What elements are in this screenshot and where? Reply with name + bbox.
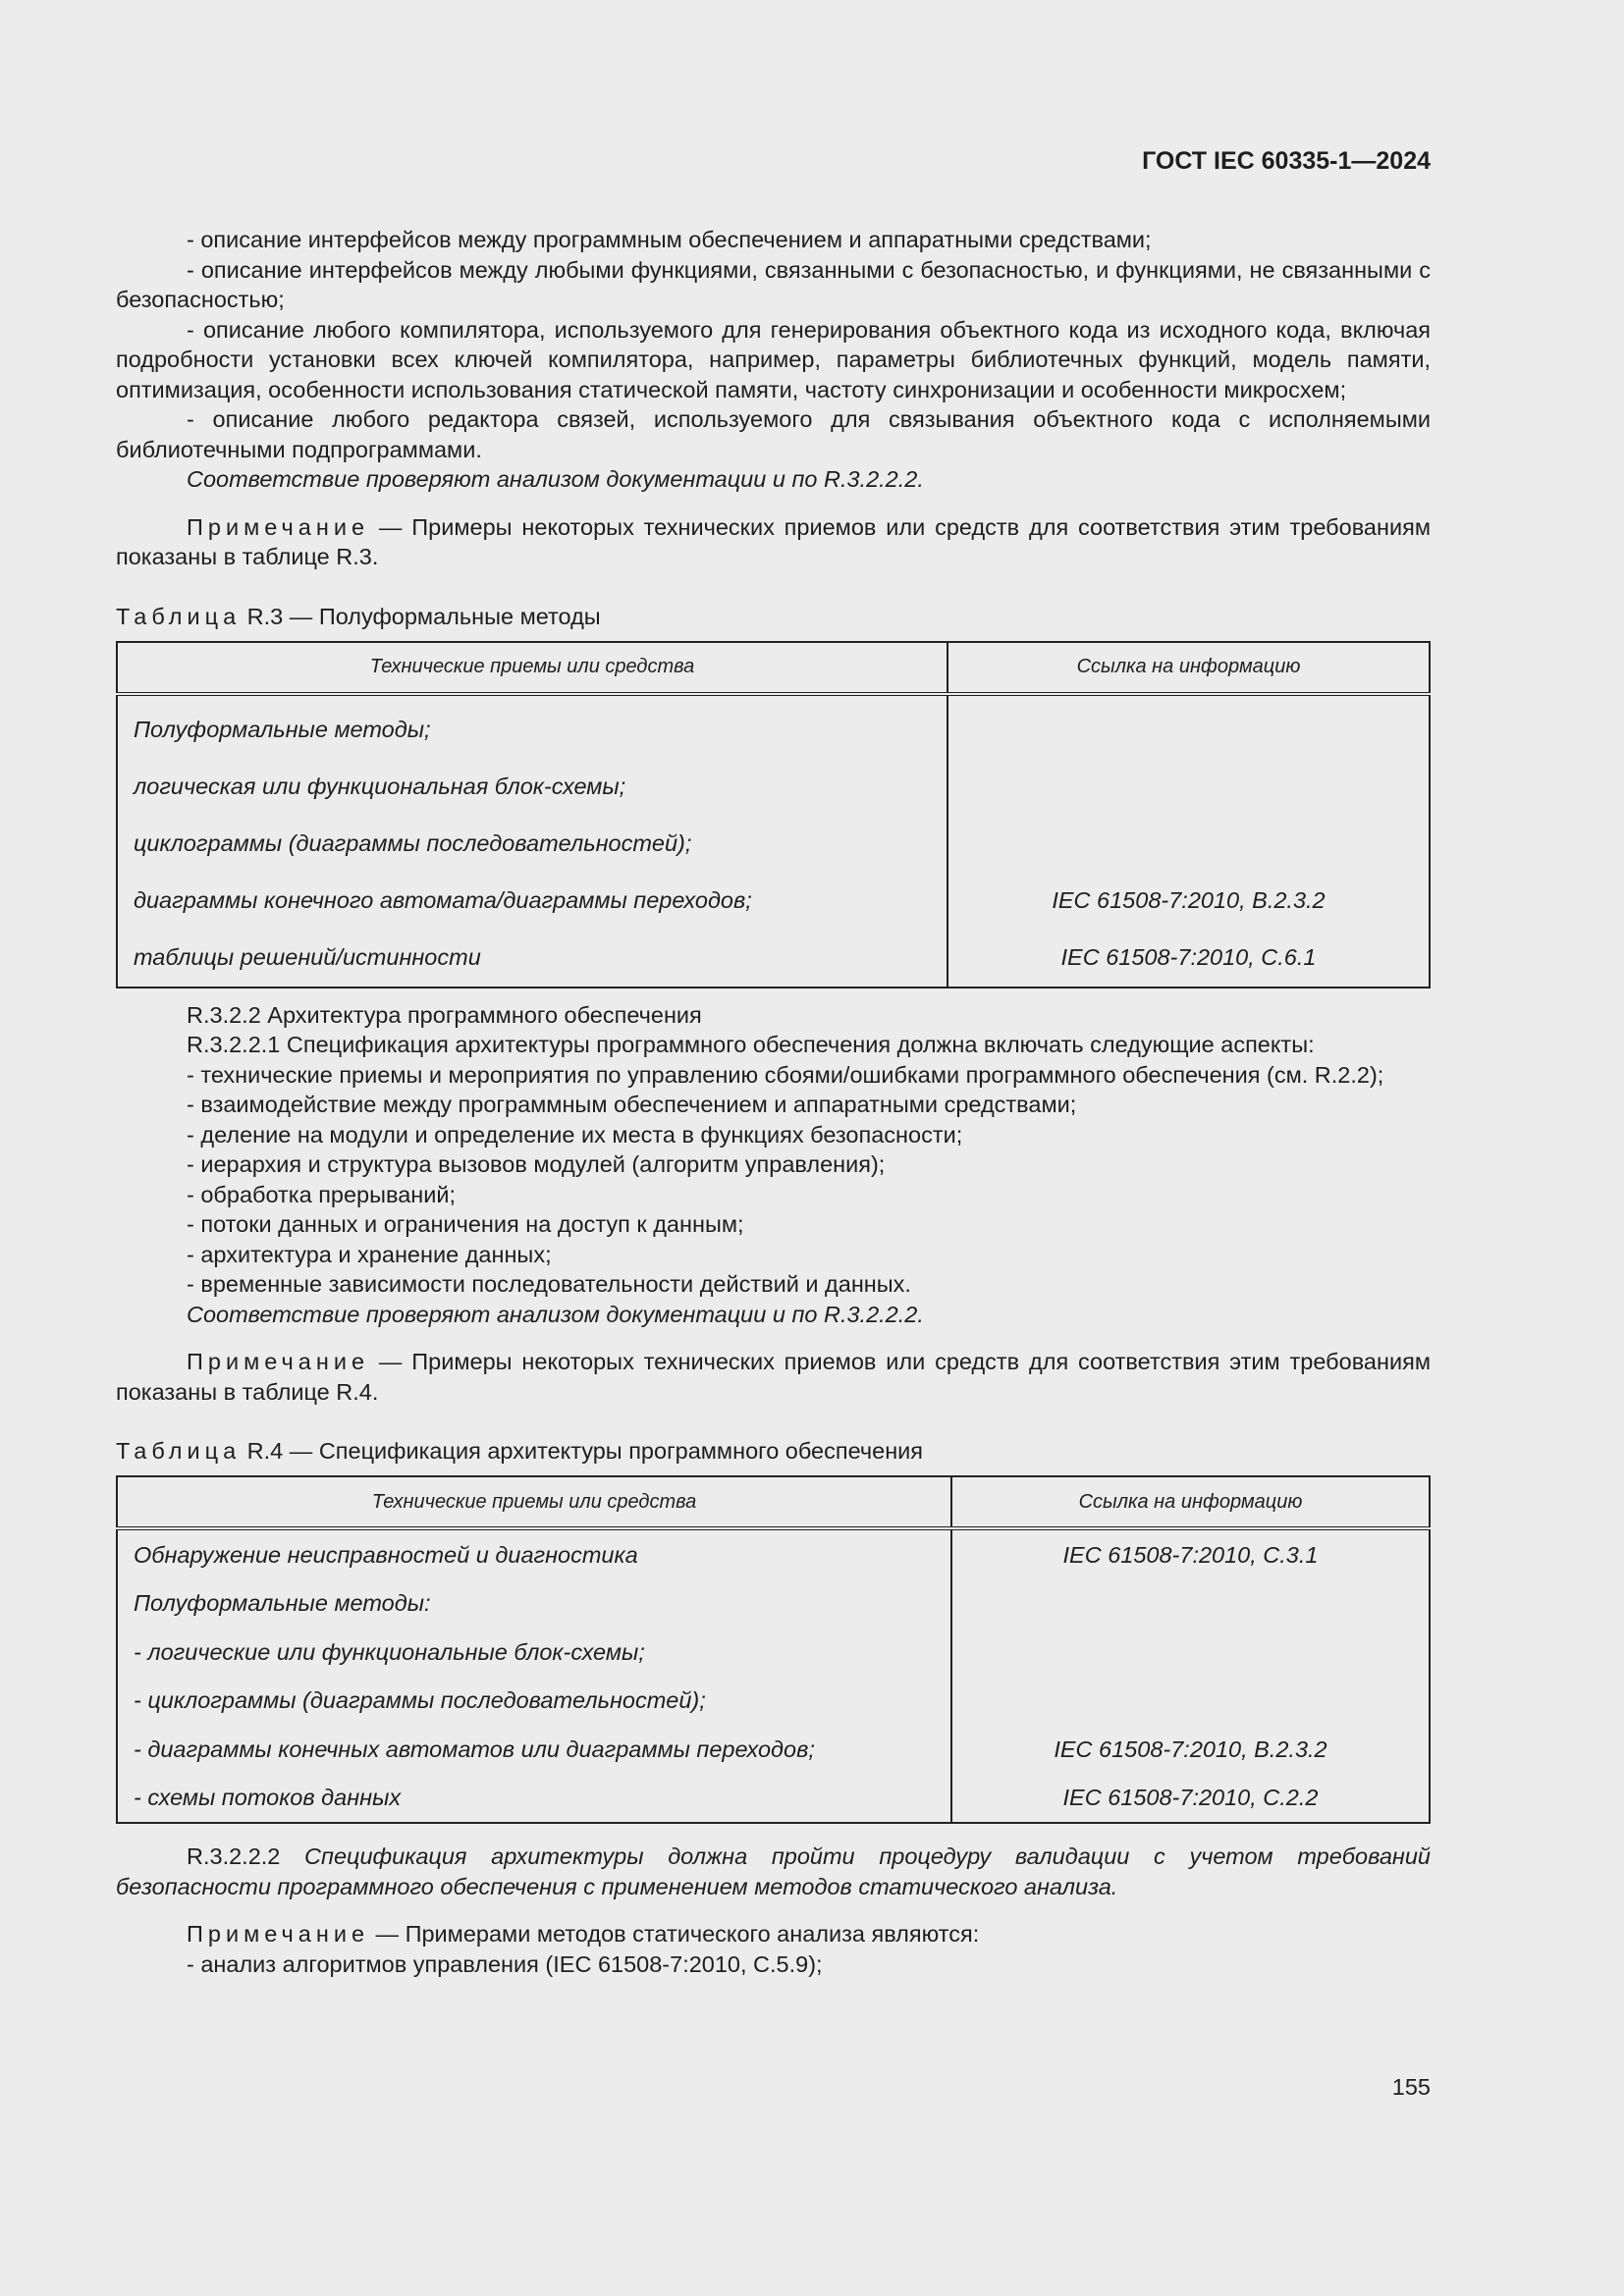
table-row [117, 1677, 1430, 1726]
technique-cell: - диаграммы конечных автоматов или диаграммы переходов; [134, 1735, 815, 1762]
aspect-item: - деление на модули и определение их места в функциях безопасности; [187, 1121, 963, 1148]
column-header: Технические приемы или средства [117, 642, 947, 694]
aspect-item: - взаимодействие между программным обеспечением и аппаратными средствами; [187, 1092, 1077, 1117]
table-r4 [116, 1475, 1431, 1824]
note-label: Примечание [187, 1349, 370, 1374]
conformity-statement: Соответствие проверяют анализом документации и по R.3.2.2.2. [187, 1301, 924, 1327]
reference-cell [951, 1628, 1430, 1677]
section-heading: R.3.2.2 Архитектура программного обеспечения [187, 1001, 702, 1028]
note-item: - анализ алгоритмов управления (IEC 61508-7:2010, C.5.9); [187, 1950, 823, 1977]
technique-cell: логическая или функциональная блок-схемы; [134, 774, 626, 800]
reference-cell [951, 1579, 1430, 1629]
table-caption [116, 602, 1431, 631]
technique-cell: - логические или функциональные блок-схемы; [134, 1638, 645, 1665]
table-label: Таблица [116, 603, 242, 629]
note [116, 1347, 1431, 1407]
technique-cell: - циклограммы (диаграммы последовательностей); [134, 1687, 706, 1713]
aspect-item: - потоки данных и ограничения на доступ к данным; [187, 1211, 744, 1237]
section-intro: R.3.2.2.1 Спецификация архитектуры программного обеспечения должна включать следующие аспекты: [187, 1032, 1315, 1057]
conformity-statement: Соответствие проверяют анализом документации и по R.3.2.2.2. [187, 466, 924, 492]
reference-cell: IEC 61508-7:2010, C.3.1 [951, 1528, 1430, 1579]
aspect-item: - технические приемы и мероприятия по управлению сбоями/ошибками программного обеспечения (см. R.2.2); [187, 1061, 1384, 1088]
note-label: Примечание [187, 513, 370, 540]
table-row [117, 1774, 1430, 1824]
technique-cell: циклограммы (диаграммы последовательностей); [134, 830, 692, 857]
reference-cell: IEC 61508-7:2010, C.6.1 [947, 930, 1430, 988]
technique-cell: таблицы решений/истинности [134, 944, 481, 971]
reference-cell [951, 1677, 1430, 1726]
intro-item: - описание интерфейсов между любыми функциями, связанными с безопасностью, и функциями, не связанными с безопасностью; [116, 256, 1431, 312]
aspect-item: - временные зависимости последовательности действий и данных. [187, 1271, 911, 1297]
table-title: R.3 — Полуформальные методы [241, 603, 601, 629]
technique-cell: Полуформальные методы: [134, 1590, 431, 1616]
column-header: Технические приемы или средства [117, 1476, 951, 1528]
table-row [117, 1725, 1430, 1774]
reference-cell [947, 816, 1430, 873]
table-row [117, 694, 1430, 759]
column-header: Ссылка на информацию [947, 642, 1430, 694]
reference-cell: IEC 61508-7:2010, C.2.2 [951, 1774, 1430, 1824]
note-text: — Примерами методов статического анализа являются: [369, 1921, 980, 1947]
note-text: — Примеры некоторых технических приемов или средств для соответствия этим требованиям показаны в таблице R.4. [116, 1349, 1431, 1405]
table-row [117, 759, 1430, 816]
table-row [117, 1579, 1430, 1629]
reference-cell: IEC 61508-7:2010, B.2.3.2 [947, 873, 1430, 930]
table-label: Таблица [116, 1438, 242, 1464]
note [116, 512, 1431, 572]
reference-cell [947, 694, 1430, 759]
table-row [117, 816, 1430, 873]
page-content [116, 225, 1431, 1979]
intro-item: - описание любого редактора связей, используемого для связывания объектного кода с исполняемыми библиотечными подпрограммами. [116, 406, 1431, 462]
table-title: R.4 — Спецификация архитектуры программного обеспечения [241, 1438, 924, 1464]
note [116, 1919, 1431, 1949]
table-row [117, 1528, 1430, 1579]
aspect-item: - обработка прерываний; [187, 1181, 457, 1207]
document-code: ГОСТ IEC 60335-1—2024 [1142, 147, 1431, 175]
intro-item: - описание любого компилятора, используемого для генерирования объектного кода из исходного кода, включая подробности установки всех ключей компилятора, например, параметры библиотечных функций, модель памяти, оптимизация, особенности использования статической памяти, частоту синхронизации и особенности микросхем; [116, 316, 1431, 402]
table-row [117, 930, 1430, 988]
technique-cell: - схемы потоков данных [134, 1785, 402, 1810]
intro-item: - описание интерфейсов между программным обеспечением и аппаратными средствами; [187, 227, 1152, 252]
note-text: — Примеры некоторых технических приемов или средств для соответствия этим требованиям показаны в таблице R.3. [116, 513, 1431, 569]
page-number: 155 [1391, 2074, 1431, 2100]
aspect-item: - иерархия и структура вызовов модулей (алгоритм управления); [187, 1151, 886, 1177]
validation-paragraph [116, 1842, 1431, 1901]
aspect-item: - архитектура и хранение данных; [187, 1241, 552, 1267]
technique-cell: Полуформальные методы; [134, 717, 431, 743]
note-label: Примечание [187, 1921, 370, 1947]
table-r3 [116, 641, 1431, 988]
table-caption [116, 1436, 1431, 1466]
table-row [117, 1628, 1430, 1677]
reference-cell [947, 759, 1430, 816]
table-row [117, 873, 1430, 930]
reference-cell: IEC 61508-7:2010, B.2.3.2 [951, 1725, 1430, 1774]
technique-cell: Обнаружение неисправностей и диагностика [134, 1541, 638, 1568]
paragraph-number: R.3.2.2.2 [187, 1843, 281, 1869]
technique-cell: диаграммы конечного автомата/диаграммы переходов; [134, 887, 752, 914]
paragraph-text: Спецификация архитектуры должна пройти процедуру валидации с учетом требований безопасности программного обеспечения с применением методов статического анализа. [116, 1843, 1431, 1899]
column-header: Ссылка на информацию [951, 1476, 1430, 1528]
